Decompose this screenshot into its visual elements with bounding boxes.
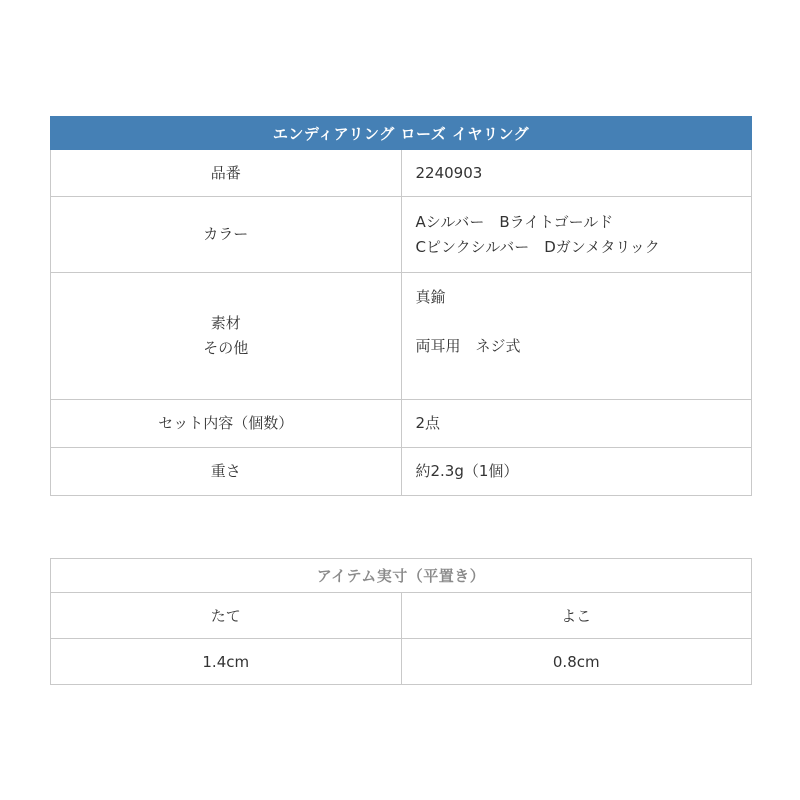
width-value: 0.8cm — [401, 639, 752, 685]
spec-table-title: エンディアリング ローズ イヤリング — [51, 117, 752, 150]
color-options-line-1: Aシルバー Bライトゴールド — [415, 212, 614, 231]
row-value — [401, 400, 752, 448]
row-label: カラー — [51, 197, 402, 273]
set-contents-value: 2点 — [415, 414, 441, 432]
row-label: 重さ — [51, 448, 402, 496]
color-options-line-2: Cピンクシルバー Dガンメタリック — [415, 237, 660, 256]
table-row — [51, 150, 752, 197]
size-table-title: アイテム実寸（平置き） — [51, 559, 752, 593]
row-label — [51, 273, 402, 400]
column-header-height: たて — [51, 593, 402, 639]
spec-table-header-row — [51, 117, 752, 150]
row-value — [401, 273, 752, 400]
row-label-line-1: 素材 — [210, 314, 241, 332]
table-row — [51, 197, 752, 273]
row-label-line-2: その他 — [203, 339, 249, 357]
row-value — [401, 150, 752, 197]
spec-table — [50, 116, 752, 496]
height-value: 1.4cm — [51, 639, 402, 685]
table-row — [51, 448, 752, 496]
table-row — [51, 593, 752, 639]
spacer — [416, 310, 752, 334]
table-row — [51, 400, 752, 448]
weight-value: 約2.3g（1個） — [415, 462, 519, 480]
row-value — [401, 197, 752, 273]
table-row — [51, 639, 752, 685]
row-value — [401, 448, 752, 496]
table-row — [51, 273, 752, 400]
row-label: セット内容（個数） — [51, 400, 402, 448]
other-value: 両耳用 ネジ式 — [415, 337, 521, 355]
column-header-width: よこ — [401, 593, 752, 639]
product-number: 2240903 — [415, 163, 483, 182]
size-table — [50, 558, 752, 685]
material-value: 真鍮 — [415, 288, 446, 306]
size-table-header-row — [51, 559, 752, 593]
row-label: 品番 — [51, 150, 402, 197]
